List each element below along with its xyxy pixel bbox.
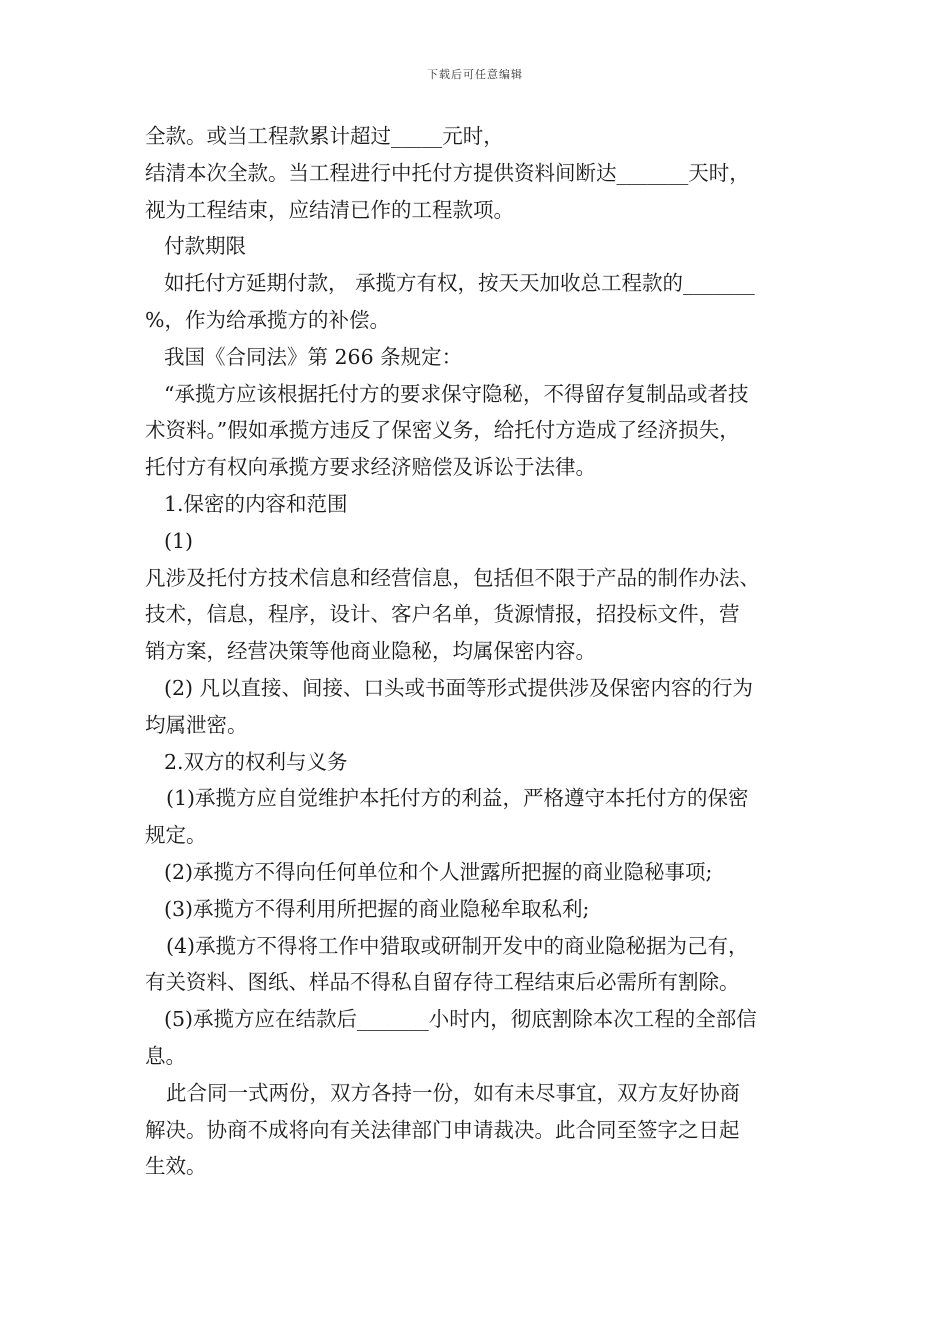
text-line: 销方案，经营决策等他商业隐秘，均属保密内容。	[145, 639, 596, 664]
list-item: (2)承揽方不得向任何单位和个人泄露所把握的商业隐秘事项;	[164, 859, 713, 884]
text-line: 技术，信息，程序，设计、客户名单，货源情报，招投标文件，营	[145, 602, 740, 627]
text-line: 视为工程结束，应结清已作的工程款项。	[145, 197, 514, 222]
text-line: 均属泄密。	[145, 712, 248, 737]
list-item: (2) 凡以直接、间接、口头或书面等形式提供涉及保密内容的行为	[164, 675, 754, 700]
list-item: (4)承揽方不得将工作中猎取或研制开发中的商业隐秘据为己有，	[166, 933, 749, 958]
list-item: (5)承揽方应在结款后_______小时内，彻底割除本次工程的全部信	[164, 1007, 757, 1032]
text-line: %，作为给承揽方的补偿。	[145, 307, 390, 332]
list-item: (3)承揽方不得利用所把握的商业隐秘牟取私利;	[164, 896, 590, 921]
text-line: 如托付方延期付款， 承揽方有权，按天天加收总工程款的_______	[164, 271, 755, 296]
list-marker: (1)	[164, 528, 194, 553]
text-line: 解决。协商不成将向有关法律部门申请裁决。此合同至签字之日起	[145, 1117, 740, 1142]
section-heading: 付款期限	[164, 234, 246, 259]
text-line: 我国《合同法》第 266 条规定：	[164, 344, 463, 369]
text-line: 托付方有权向承揽方要求经济赔偿及诉讼于法律。	[145, 455, 596, 480]
text-line: 全款。或当工程款累计超过_____元时，	[145, 124, 504, 148]
list-item: (1)承揽方应自觉维护本托付方的利益，严格遵守本托付方的保密	[166, 786, 749, 811]
document-body	[145, 118, 815, 1185]
section-heading: 1.保密的内容和范围	[164, 491, 348, 516]
text-line: 规定。	[145, 823, 207, 848]
text-line: 生效。	[145, 1154, 207, 1179]
text-line: 息。	[145, 1043, 186, 1068]
text-line: 术资料。”假如承揽方违反了保密义务，给托付方造成了经济损失，	[145, 418, 740, 443]
section-heading: 2.双方的权利与义务	[164, 749, 348, 774]
text-line: 有关资料、图纸、样品不得私自留存待工程结束后必需所有割除。	[145, 970, 740, 995]
text-line: 此合同一式两份，双方各持一份，如有未尽事宜，双方友好协商	[166, 1080, 740, 1105]
text-line: 凡涉及托付方技术信息和经营信息，包括但不限于产品的制作办法、	[145, 565, 760, 590]
page-header: 下载后可任意编辑	[427, 68, 523, 81]
text-line: “承揽方应该根据托付方的要求保守隐秘，不得留存复制品或者技	[164, 381, 749, 406]
text-line: 结清本次全款。当工程进行中托付方提供资料间断达_______天时，	[145, 160, 750, 185]
